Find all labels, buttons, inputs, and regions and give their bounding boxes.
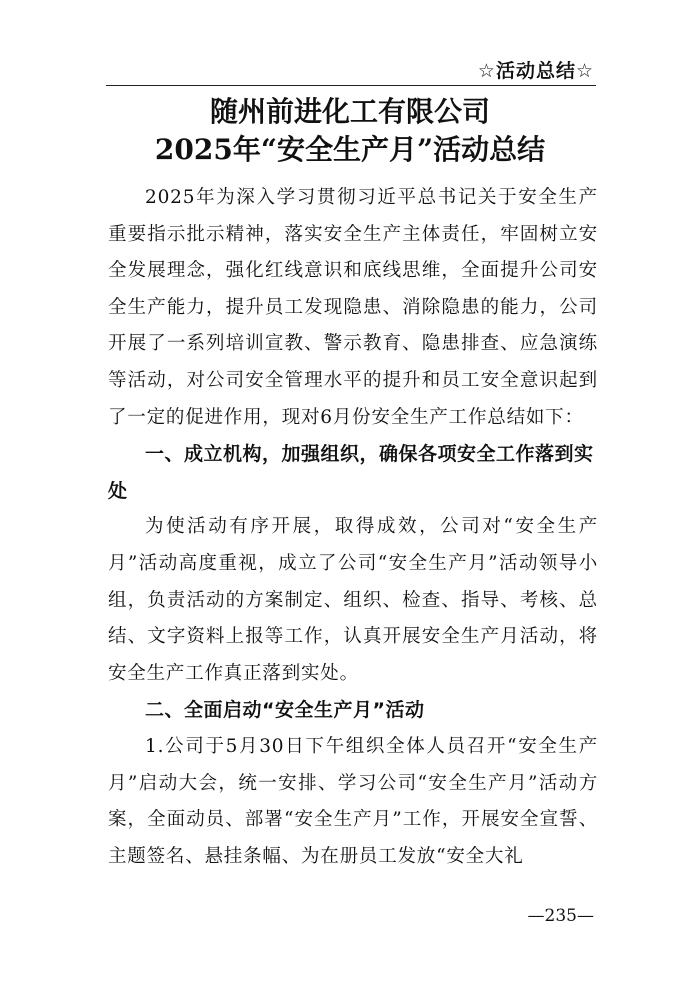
page-number: —235— [527,906,594,926]
section-paragraph-1: 为使活动有序开展，取得成效，公司对“安全生产月”活动高度重视，成立了公司“安全生产月”活动领导小组，负责活动的方案制定、组织、检查、指导、考核、总结、文字资料上报等工作，认真开展安全生产月活动，将安全生产工作真正落到实处。 [108,516,598,684]
section-heading-2: 二、全面启动“安全生产月”活动 [145,699,425,722]
document-title-company: 随州前进化工有限公司 [209,95,490,128]
document-title-subject: 2025年“安全生产月”活动总结 [154,133,546,166]
section-heading-1: 一、成立机构，加强组织，确保各项安全工作落到实处 [108,443,594,502]
document-body [108,180,598,875]
header-rule [106,85,596,86]
intro-paragraph: 2025年为深入学习贯彻习近平总书记关于安全生产重要指示批示精神，落实安全生产主体责任，牢固树立安全发展理念，强化红线意识和底线思维，全面提升公司安全生产能力，提升员工发现隐患、消除隐患的能力，公司开展了一系列培训宣教、警示教育、隐患排查、应急演练等活动，对公司安全管理水平的提升和员工安全意识起到了一定的促进作用，现对6月份安全生产工作总结如下： [108,187,598,428]
running-header: ☆活动总结☆ [477,60,594,82]
section-paragraph-2: 1.公司于5月30日下午组织全体人员召开“安全生产月”启动大会，统一安排、学习公司“安全生产月”活动方案，全面动员、部署“安全生产月”工作，开展安全宣誓、主题签名、悬挂条幅、为在册员工发放“安全大礼 [108,735,598,867]
